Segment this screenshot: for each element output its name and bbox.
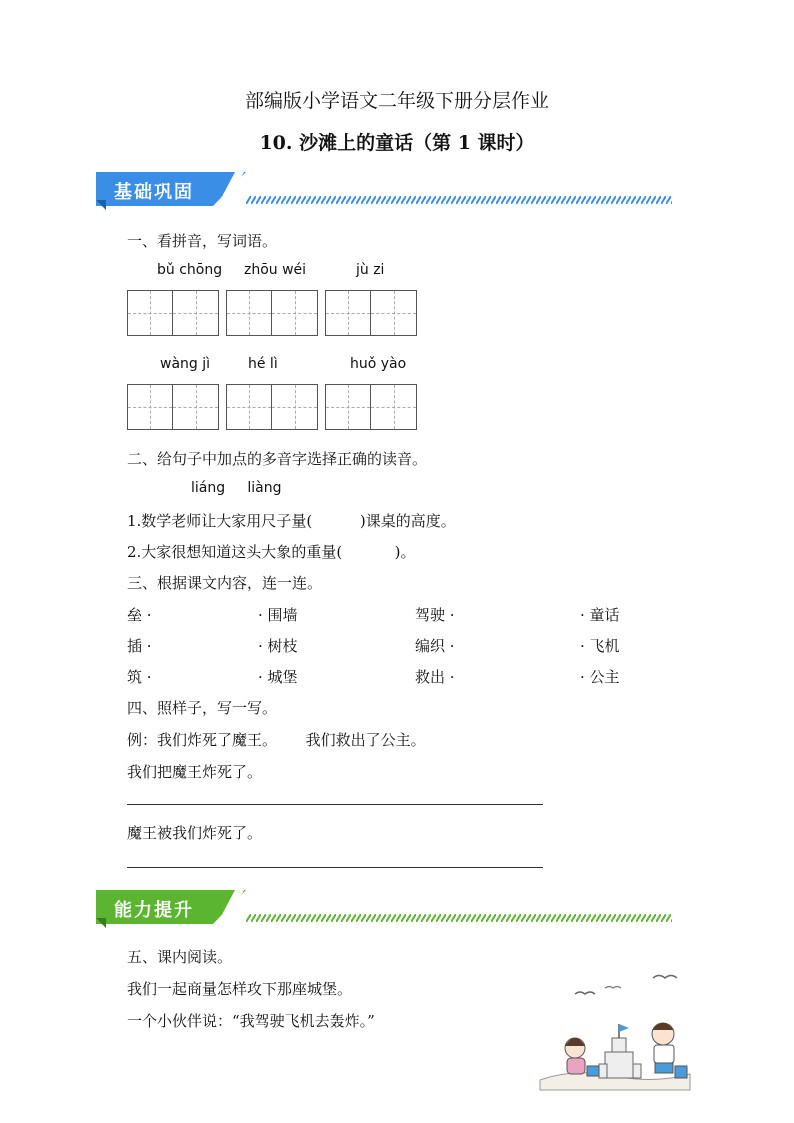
match-left-f[interactable]: 救出 · — [415, 668, 455, 686]
q3-title: 三、根据课文内容，连一连。 — [127, 574, 323, 592]
q1-pinyin-6: huǒ yào — [350, 356, 407, 372]
section-label-basic: 基础巩固 — [114, 182, 194, 203]
match-right-e[interactable]: · 飞机 — [580, 637, 620, 655]
q2-sentence-1[interactable]: 1.数学老师让大家用尺子量( )课桌的高度。 — [127, 512, 456, 530]
match-left-b[interactable]: 插 · — [127, 637, 152, 655]
match-right-d[interactable]: · 童话 — [580, 606, 620, 624]
lesson-title: 10. 沙滩上的童话（第 1 课时） — [259, 132, 535, 154]
q1-pinyin-4: wàng jì — [160, 356, 211, 372]
match-left-e[interactable]: 编织 · — [415, 637, 455, 655]
writing-grid[interactable] — [226, 290, 318, 336]
q1-pinyin-5: hé lì — [248, 356, 278, 372]
q1-pinyin-2: zhōu wéi — [244, 262, 307, 278]
match-left-d[interactable]: 驾驶 · — [415, 606, 455, 624]
match-left-c[interactable]: 筑 · — [127, 668, 152, 686]
section-label-advanced: 能力提升 — [114, 900, 194, 921]
section-banner-advanced — [96, 890, 676, 934]
q1-pinyin-1: bǔ chōng — [157, 262, 223, 278]
match-right-b[interactable]: · 树枝 — [258, 637, 298, 655]
q1-pinyin-3: jù zi — [356, 262, 385, 278]
hatch-stripe-basic — [246, 196, 672, 204]
q4-example: 例：我们炸死了魔王。 我们救出了公主。 — [127, 731, 426, 749]
writing-grid[interactable] — [226, 384, 318, 430]
match-right-c[interactable]: · 城堡 — [258, 668, 298, 686]
q4-sentence-1: 我们把魔王炸死了。 — [127, 763, 263, 781]
match-left-a[interactable]: 垒 · — [127, 606, 152, 624]
q1-title: 一、看拼音，写词语。 — [127, 232, 278, 250]
q5-title: 五、课内阅读。 — [127, 948, 233, 966]
q5-paragraph-1: 我们一起商量怎样攻下那座城堡。 — [127, 980, 353, 998]
writing-grid[interactable] — [127, 384, 219, 430]
match-right-f[interactable]: · 公主 — [580, 668, 620, 686]
q2-options: liáng liàng — [191, 480, 282, 496]
writing-grid[interactable] — [325, 384, 417, 430]
doc-title: 部编版小学语文二年级下册分层作业 — [244, 90, 549, 112]
writing-grid[interactable] — [127, 290, 219, 336]
q4-title: 四、照样子，写一写。 — [127, 699, 278, 717]
answer-line-1[interactable] — [127, 804, 543, 805]
sand-castle-illustration — [535, 968, 695, 1098]
answer-line-2[interactable] — [127, 867, 543, 868]
q4-sentence-2: 魔王被我们炸死了。 — [127, 824, 263, 842]
q5-paragraph-2: 一个小伙伴说：“我驾驶飞机去轰炸。” — [127, 1012, 375, 1030]
writing-grid[interactable] — [325, 290, 417, 336]
q2-title: 二、给句子中加点的多音字选择正确的读音。 — [127, 450, 428, 468]
q2-sentence-2[interactable]: 2.大家很想知道这头大象的重量( )。 — [127, 543, 416, 561]
match-right-a[interactable]: · 围墙 — [258, 606, 298, 624]
hatch-stripe-advanced — [246, 914, 672, 922]
section-banner-basic — [96, 172, 676, 216]
